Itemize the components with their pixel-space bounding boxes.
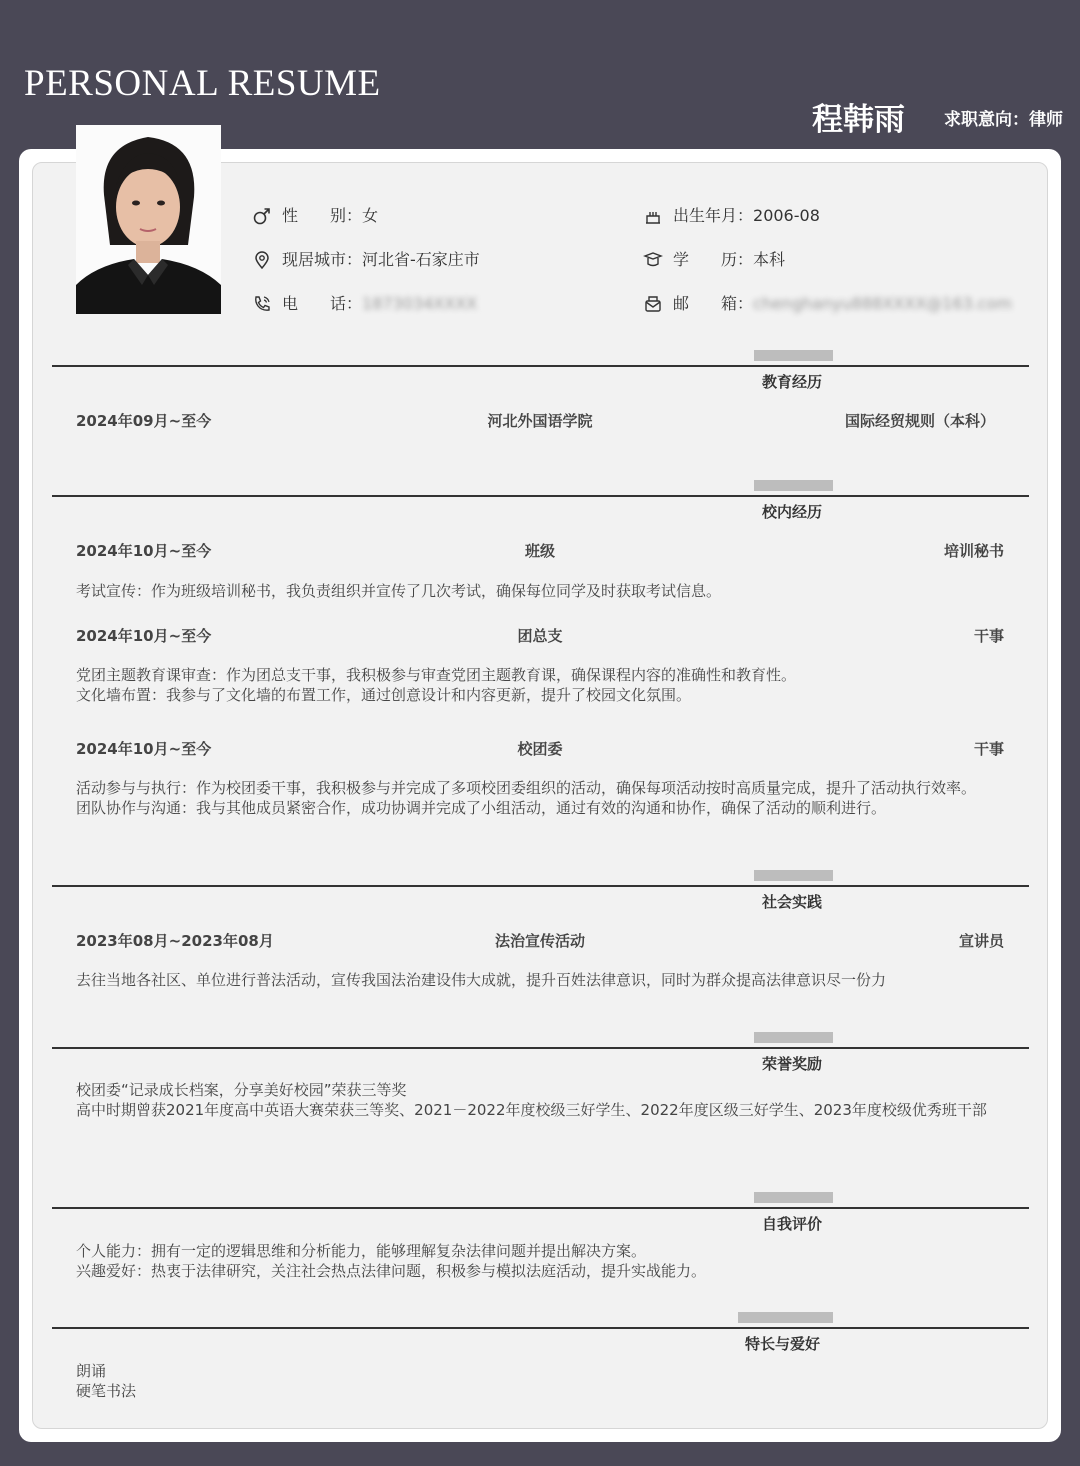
desc-line: 文化墙布置：我参与了文化墙的布置工作，通过创意设计和内容更新，提升了校园文化氛围。 [76, 686, 692, 704]
section-title: 教育经历 [762, 373, 823, 391]
education-value: 本科 [753, 250, 786, 269]
practice-entry [76, 930, 1004, 952]
section-rule [52, 1047, 1029, 1049]
section-title: 自我评价 [762, 1215, 823, 1233]
entry-date: 2024年10月~至今 [76, 627, 212, 645]
info-birth [643, 205, 820, 227]
resume-title: PERSONAL RESUME [24, 63, 381, 104]
section-accent-bar [754, 350, 833, 361]
cake-icon [643, 206, 663, 226]
entry-date: 2024年10月~至今 [76, 542, 212, 560]
section-hobbies-header [52, 1312, 1029, 1352]
education-label: 学 历： [673, 250, 754, 269]
campus-entry [76, 540, 1004, 562]
phone-icon [252, 294, 272, 314]
gender-icon [252, 206, 272, 226]
desc-line: 党团主题教育课审查：作为团总支干事，我积极参与审查党团主题教育课，确保课程内容的准确性和教育性。 [76, 666, 797, 684]
section-title: 荣誉奖励 [762, 1055, 823, 1073]
profile-photo [76, 125, 221, 314]
graduation-cap-icon [643, 250, 663, 270]
entry-role: 干事 [973, 740, 1004, 758]
gender-value: 女 [362, 206, 379, 225]
birth-value: 2006-08 [753, 206, 820, 225]
phone-value: 1873034XXXX [362, 294, 478, 313]
section-education-header [52, 350, 1029, 390]
entry-role: 培训秘书 [943, 542, 1004, 560]
desc-line: 团队协作与沟通：我与其他成员紧密合作，成功协调并完成了小组活动，通过有效的沟通和协作，确保了活动的顺利进行。 [76, 799, 887, 817]
desc-line: 活动参与与执行：作为校团委干事，我积极参与并完成了多项校团委组织的活动，确保每项活动按时高质量完成，提升了活动执行效率。 [76, 779, 977, 797]
entry-date: 2023年08月~2023年08月 [76, 932, 274, 950]
entry-role: 国际经贸规则（本科） [844, 412, 995, 430]
entry-role: 宣讲员 [958, 932, 1004, 950]
campus-entry [76, 738, 1004, 760]
info-phone [252, 293, 477, 315]
hobby-item: 朗诵 [76, 1362, 107, 1380]
entry-date: 2024年09月~至今 [76, 412, 212, 430]
hobbies-list [76, 1361, 1006, 1401]
entry-role: 干事 [973, 627, 1004, 645]
section-rule [52, 1207, 1029, 1209]
section-rule [52, 885, 1029, 887]
section-accent-bar [738, 1312, 833, 1323]
section-rule [52, 495, 1029, 497]
section-campus-header [52, 480, 1029, 520]
city-value: 河北省-石家庄市 [362, 250, 480, 269]
entry-org: 法治宣传活动 [494, 932, 585, 950]
info-gender [252, 205, 378, 227]
entry-org: 校团委 [517, 740, 563, 758]
entry-org: 团总支 [517, 627, 563, 645]
section-title: 特长与爱好 [745, 1335, 821, 1353]
mail-icon [643, 294, 663, 314]
honor-item: 高中时期曾获2021年度高中英语大赛荣获三等奖、2021－2022年度校级三好学生、2022年度区级三好学生、2023年度校级优秀班干部 [76, 1101, 987, 1119]
self-line: 兴趣爱好：热衷于法律研究，关注社会热点法律问题，积极参与模拟法庭活动，提升实战能力。 [76, 1262, 707, 1280]
email-label: 邮 箱： [673, 294, 754, 313]
desc-line: 考试宣传：作为班级培训秘书，我负责组织并宣传了几次考试，确保每位同学及时获取考试信息。 [76, 582, 722, 600]
phone-label: 电 话： [282, 294, 363, 313]
section-accent-bar [754, 1192, 833, 1203]
section-rule [52, 1327, 1029, 1329]
campus-entry-desc [76, 778, 1006, 818]
section-accent-bar [754, 1032, 833, 1043]
campus-entry-desc [76, 665, 1006, 705]
section-title: 社会实践 [762, 893, 823, 911]
location-icon [252, 250, 272, 270]
section-rule [52, 365, 1029, 367]
info-city [252, 249, 480, 271]
job-intent: 求职意向：律师 [944, 110, 1063, 130]
candidate-name: 程韩雨 [812, 102, 905, 138]
email-value: chenghanyu888XXXX@163.com [753, 294, 1012, 313]
birth-label: 出生年月： [673, 206, 754, 225]
section-accent-bar [754, 870, 833, 881]
education-entry [76, 410, 1004, 432]
entry-org: 河北外国语学院 [487, 412, 593, 430]
city-label: 现居城市： [282, 250, 363, 269]
hobby-item: 硬笔书法 [76, 1382, 137, 1400]
info-email [643, 293, 1012, 315]
section-title: 校内经历 [762, 503, 823, 521]
section-practice-header [52, 870, 1029, 910]
honors-list [76, 1080, 1006, 1120]
campus-entry-desc [76, 581, 1006, 601]
self-line: 个人能力：拥有一定的逻辑思维和分析能力，能够理解复杂法律问题并提出解决方案。 [76, 1242, 647, 1260]
desc-line: 去往当地各社区、单位进行普法活动，宣传我国法治建设伟大成就，提升百姓法律意识，同时为群众提高法律意识尽一份力 [76, 971, 887, 989]
section-self-header [52, 1192, 1029, 1232]
info-education [643, 249, 785, 271]
section-accent-bar [754, 480, 833, 491]
portrait-image [76, 125, 221, 314]
self-evaluation [76, 1241, 1006, 1281]
gender-label: 性 别： [282, 206, 363, 225]
honor-item: 校团委“记录成长档案，分享美好校园”荣获三等奖 [76, 1081, 407, 1099]
campus-entry [76, 625, 1004, 647]
entry-date: 2024年10月~至今 [76, 740, 212, 758]
practice-entry-desc [76, 970, 1006, 990]
section-honors-header [52, 1032, 1029, 1072]
entry-org: 班级 [524, 542, 555, 560]
